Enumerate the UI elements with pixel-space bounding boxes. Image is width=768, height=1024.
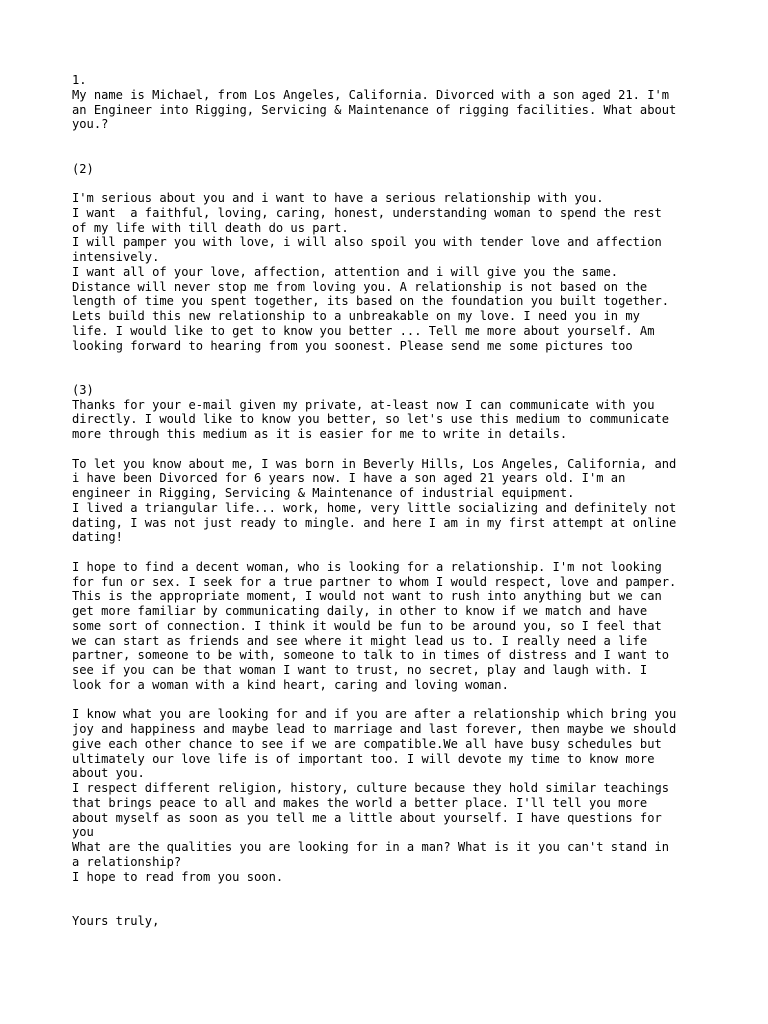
text-line: Yours truly, [72, 913, 160, 928]
text-line: What are the qualities you are looking for in a man? What is it you can't stand in [72, 840, 670, 854]
text-line [72, 442, 708, 457]
text-line: I know what you are looking for and if you are after a relationship which bring you [72, 707, 677, 722]
text-line: My name is Michael, from Los Angeles, California. Divorced with a son aged 21. I'm [72, 87, 670, 102]
text-line: length of time you spent together, its based on the foundation you built together. [72, 294, 670, 309]
text-line: joy and happiness and maybe lead to marriage and last forever, then maybe we should [72, 722, 677, 736]
text-line [72, 899, 708, 914]
text-line: I hope to find a decent woman, who is looking for a relationship. I'm not looking [72, 559, 662, 574]
text-line: you [72, 825, 94, 840]
text-line: 1. [72, 73, 87, 87]
text-line: I hope to read from you soon. [72, 869, 284, 884]
text-line: ultimately our love life is of important too. I will devote my time to know more [72, 751, 655, 766]
text-line: for fun or sex. I seek for a true partner to whom I would respect, love and pamper. [72, 574, 677, 589]
text-line: Lets build this new relationship to a unbreakable on my love. I need you in my [72, 309, 640, 323]
text-line: more through this medium as it is easier for me to write in details. [72, 427, 568, 441]
text-line: give each other chance to see if we are compatible.We all have busy schedules but [72, 736, 662, 751]
text-line [72, 368, 708, 383]
text-line: I lived a triangular life... work, home, very little socializing and definitely not [72, 500, 677, 515]
text-line [72, 132, 708, 147]
text-line: directly. I would like to know you better, so let's use this medium to communicate [72, 412, 670, 427]
text-line [72, 884, 708, 899]
text-line: (3) [72, 382, 94, 397]
text-line: (2) [72, 161, 94, 176]
text-line: about myself as soon as you tell me a little about yourself. I have questions for [72, 810, 662, 825]
text-line: you.? [72, 117, 109, 132]
text-line: get more familiar by communicating daily, in other to know if we match and have [72, 604, 648, 618]
text-line: an Engineer into Rigging, Servicing & Maintenance of rigging facilities. What about [72, 102, 677, 117]
text-line: i have been Divorced for 6 years now. I have a son aged 21 years old. I'm an [72, 471, 626, 486]
text-line: engineer in Rigging, Servicing & Maintenance of industrial equipment. [72, 486, 575, 500]
document-body [72, 73, 708, 929]
text-line: see if you can be that woman I want to trust, no secret, play and laugh with. I [72, 663, 648, 677]
text-line: I respect different religion, history, culture because they hold similar teachings [72, 781, 670, 795]
text-line: life. I would like to get to know you better ... Tell me more about yourself. Am [72, 323, 655, 338]
text-line [72, 147, 708, 162]
text-line [72, 176, 708, 191]
text-line: I want a faithful, loving, caring, honest, understanding woman to spend the rest [72, 205, 662, 220]
text-line [72, 353, 708, 368]
text-line: I will pamper you with love, i will also spoil you with tender love and affection [72, 235, 662, 250]
text-line: This is the appropriate moment, I would not want to rush into anything but we can [72, 589, 662, 604]
text-line [72, 693, 708, 708]
text-line: To let you know about me, I was born in Beverly Hills, Los Angeles, California, and [72, 456, 677, 471]
text-line: I'm serious about you and i want to have a serious relationship with you. [72, 191, 604, 205]
text-line: that brings peace to all and makes the world a better place. I'll tell you more [72, 795, 648, 810]
text-line: dating, I was not just ready to mingle. and here I am in my first attempt at online [72, 515, 677, 530]
text-line: Distance will never stop me from loving you. A relationship is not based on the [72, 279, 648, 294]
text-line [72, 545, 708, 560]
text-line: dating! [72, 530, 123, 545]
text-line: Thanks for your e-mail given my private, at-least now I can communicate with you [72, 397, 655, 412]
text-line: partner, someone to be with, someone to talk to in times of distress and I want to [72, 648, 670, 663]
text-line: intensively. [72, 250, 160, 264]
text-line: some sort of connection. I think it would be fun to be around you, so I feel that [72, 618, 662, 633]
text-line: about you. [72, 766, 145, 781]
text-line: of my life with till death do us part. [72, 220, 349, 235]
text-line: we can start as friends and see where it might lead us to. I really need a life [72, 633, 648, 648]
text-line: looking forward to hearing from you soonest. Please send me some pictures too [72, 338, 633, 353]
text-line: I want all of your love, affection, attention and i will give you the same. [72, 264, 619, 279]
text-line: look for a woman with a kind heart, caring and loving woman. [72, 677, 509, 692]
text-line: a relationship? [72, 854, 182, 869]
